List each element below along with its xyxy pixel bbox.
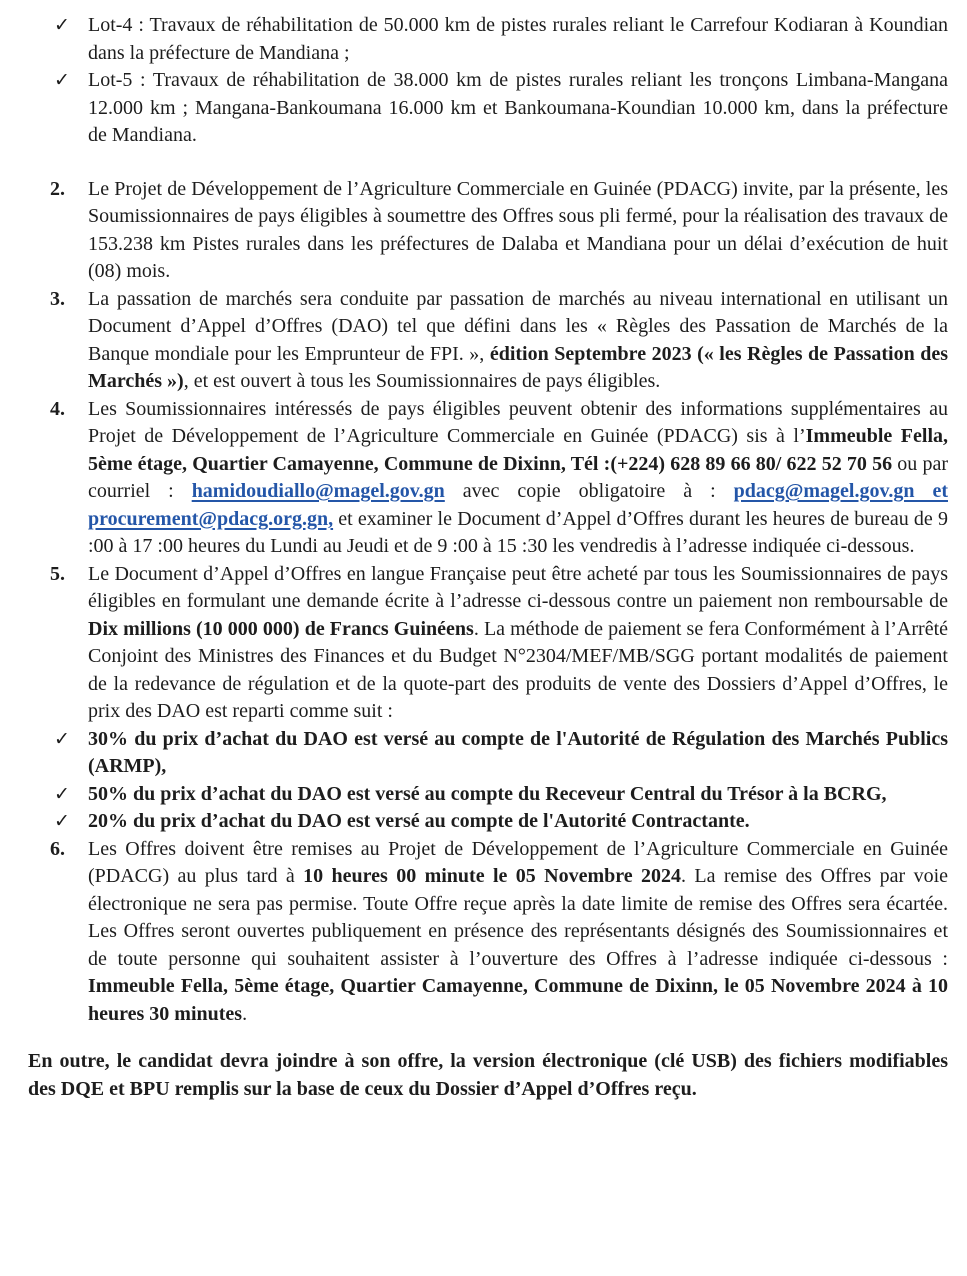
clause-4 [28,396,948,561]
item-number: 6. [50,837,65,860]
checkmark-icon: ✓ [54,70,70,91]
list-item-lot4 [28,12,948,67]
item-number: 3. [50,287,65,310]
dao-split-50-text: 50% du prix d’achat du DAO est versé au compte du Receveur Central du Trésor à la BCRG, [88,782,887,805]
dao-split-20-text: 20% du prix d’achat du DAO est versé au compte de l'Autorité Contractante. [88,810,750,832]
clause-5-text: Le Document d’Appel d’Offres en langue Française peut être acheté par tous les Soumissionnaires de pays éligibles en formulant une demande écrite à l’adresse ci-dessous contre un paiement non remboursable de Dix millions (10 000 000) de Francs Guinéens. La méthode de paiement se fera Conformément à l’Arrêté Conjoint des Ministres des Finances et du Budget N°2304/MEF/MB/SGG portant modalités de paiement de la redevance de régulation et de la quote-part des produits de vente des Dossiers d’Appel d’Offres, le prix des DAO est reparti comme suit : [88,562,948,722]
item-number: 2. [50,177,65,200]
usb-note [28,1048,948,1103]
email-link: hamidoudiallo@magel.gov.gn [191,480,445,502]
checkmark-icon: ✓ [54,783,70,805]
dao-split-50 [28,781,948,809]
lot5-text: Lot-5 : Travaux de réhabilitation de 38.000 km de pistes rurales reliant les tronçons Limbana-Mangana 12.000 km ; Mangana-Bankoumana 16.000 km et Bankoumana-Koundian 10.000 km, dans la préfecture de Mandiana. [88,69,948,146]
list-item-lot5 [28,67,948,150]
dao-split-30 [28,726,948,781]
item-number: 4. [50,397,65,420]
lot4-text: Lot-4 : Travaux de réhabilitation de 50.000 km de pistes rurales reliant le Carrefour Kodiaran à Koundian dans la préfecture de Mandiana ; [88,14,948,64]
clause-3 [28,286,948,396]
clause-6 [28,836,948,1029]
checkmark-icon: ✓ [54,728,70,750]
clause-2 [28,176,948,286]
clause-6-text: Les Offres doivent être remises au Projet de Développement de l’Agriculture Commerciale en Guinée (PDACG) au plus tard à 10 heures 00 minute le 05 Novembre 2024. La remise des Offres par voie électronique ne sera pas permise. Toute Offre reçue après la date limite de remise des Offres sera écartée. Les Offres seront ouvertes publiquement en présence des représentants désignés des Soumissionnaires et de toute personne qui souhaitent assister à l’ouverture des Offres à l’adresse indiquée ci-dessous : Immeuble Fella, 5ème étage, Quartier Camayenne, Commune de Dixinn, le 05 Novembre 2024 à 10 heures 30 minutes. [88,837,949,1025]
email-link: pdacg@magel.gov.gn et procurement@pdacg.org.gn, [88,480,948,530]
dao-split-20 [28,808,948,836]
clause-2-text: Le Projet de Développement de l’Agriculture Commerciale en Guinée (PDACG) invite, par la présente, les Soumissionnaires de pays éligibles à soumettre des Offres sous pli fermé, pour la réalisation des travaux de 153.238 km Pistes rurales dans les préfectures de Dalaba et Mandiana pour un délai d’exécution de huit (08) mois. [88,177,948,282]
dao-split-30-text: 30% du prix d’achat du DAO est versé au compte de l'Autorité de Régulation des Marchés Publics (ARMP), [88,727,948,777]
item-number: 5. [50,562,65,585]
checkmark-icon: ✓ [54,811,70,832]
clause-4-text: Les Soumissionnaires intéressés de pays éligibles peuvent obtenir des informations supplémentaires au Projet de Développement de l’Agriculture Commerciale en Guinée (PDACG) sis à l’Immeuble Fella, 5ème étage, Quartier Camayenne, Commune de Dixinn, Tél :(+224) 628 89 66 80/ 622 52 70 56 ou par courriel : hamidoudiallo@magel.gov.gn avec copie obligatoire à : pdacg@magel.gov.gn et procurement@pdacg.org.gn, et examiner le Document d’Appel d’Offres durant les heures de bureau de 9 :00 à 17 :00 heures du Lundi au Jeudi et de 9 :00 à 15 :30 les vendredis à l’adresse indiquée ci-dessous. [88,397,948,557]
checkmark-icon: ✓ [54,15,70,36]
clause-3-text: La passation de marchés sera conduite par passation de marchés au niveau international en utilisant un Document d’Appel d’Offres (DAO) tel que défini dans les « Règles des Passation de Marchés de la Banque mondiale pour les Emprunteur de FPI. », édition Septembre 2023 (« les Règles de Passation des Marchés »), et est ouvert à tous les Soumissionnaires de pays éligibles. [88,287,948,392]
usb-note-text: En outre, le candidat devra joindre à son offre, la version électronique (clé USB) des fichiers modifiables des DQE et BPU remplis sur la base de ceux du Dossier d’Appel d’Offres reçu. [28,1050,948,1100]
clause-5 [28,561,948,726]
